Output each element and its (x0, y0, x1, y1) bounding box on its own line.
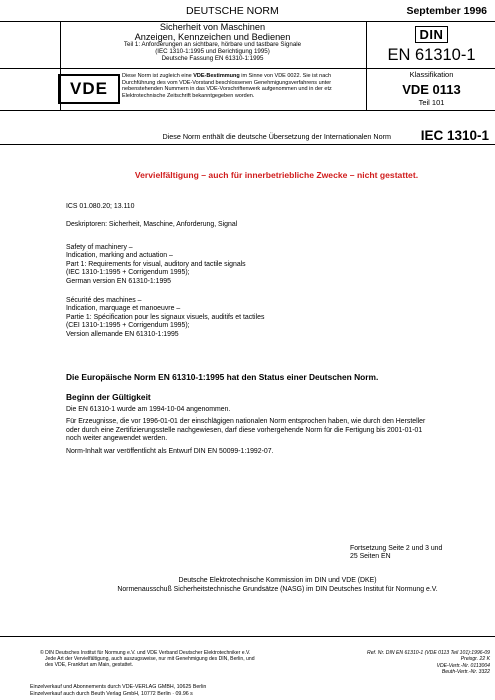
iec-number: IEC 1310-1 (420, 128, 489, 143)
vde-number: VDE 0113 (402, 82, 461, 97)
divider (0, 636, 495, 637)
ics-codes: ICS 01.080.20; 13.110 (66, 203, 135, 210)
din-logo: DIN (415, 26, 449, 43)
status-statement: Die Europäische Norm EN 61310-1:1995 hat den Status einer Deutschen Norm. (66, 372, 379, 382)
descriptors: Deskriptoren: Sicherheit, Maschine, Anforderung, Signal (66, 221, 238, 228)
divider (0, 110, 495, 111)
divider (366, 22, 367, 110)
divider (0, 68, 495, 69)
iec-reference-text: Diese Norm enthält die deutsche Übersetzung der Internationalen Norm (162, 132, 391, 141)
iec-reference (58, 128, 495, 144)
title-line: Anzeigen, Kennzeichen und Bedienen (134, 32, 291, 42)
din-number-block (368, 22, 495, 68)
doc-type-label: DEUTSCHE NORM (186, 5, 279, 17)
commission-block: Deutsche Elektrotechnische Kommission im DIN und VDE (DKE) Normenausschuß Sicherheitstechnische Grundsätze (NASG) im DIN Deutsches Institut für Normung e.V. (117, 577, 438, 593)
header-bar (0, 0, 495, 22)
vde-part: Teil 101 (418, 98, 445, 107)
en-number: EN 61310-1 (387, 46, 476, 64)
copy-warning: Vervielfältigung – auch für innerbetriebliche Zwecke – nicht gestattet. (134, 170, 419, 180)
title-line: Teil 1: Anforderungen an sichtbare, hörbare und tastbare Signale (123, 41, 302, 48)
issue-date: September 1996 (406, 5, 487, 17)
vde-statement: Diese Norm ist zugleich eine VDE-Bestimmung im Sinne von VDE 0022. Sie ist nach Durchführung des vom VDE-Vorstand beschlossenen Genehmigungsverfahrens unter nebenstehenden Nummern in das VDE-Vorschriftenwerk aufgenommen und in der etz Elektrotechnische Zeitschrift bekanntgegeben worden. (122, 73, 332, 99)
title-line: (IEC 1310-1:1995 und Berichtigung 1995) (155, 47, 270, 55)
french-title: Sécurité des machines – Indication, marquage et manoeuvre – Partie 1: Spécification pour les signaux visuels, auditifs et tactiles (CEI 1310-1:1995 + Corrigendum 1995); Version allemande EN 61310-1:1995 (66, 297, 265, 338)
continuation-note: Fortsetzung Seite 2 und 3 und 25 Seiten EN (350, 545, 443, 561)
reference-numbers: Ref. Nr. DIN EN 61310-1 (VDE 0113 Teil 101):1996-09 Preisgr. 22 K VDE-Vertr.-Nr. 0113004 Beuth-Vertr.-Nr. 3322 (367, 650, 490, 676)
divider (0, 144, 495, 145)
title-line: Deutsche Fassung EN 61310-1:1995 (161, 54, 264, 62)
classification-label: Klassifikation (409, 70, 454, 79)
copyright-notice: © DIN Deutsches Institut für Normung e.V. und VDE Verband Deutscher Elektrotechniker e.V. Jede Art der Vervielfältigung, auch auszugsweise, nur mit Genehmigung des DIN, Berlin, und des VDE, Frankfurt am Main, gestattet. (40, 650, 255, 668)
validity-heading: Beginn der Gültigkeit (66, 392, 151, 402)
vde-logo: VDE (58, 74, 120, 104)
title-line: Sicherheit von Maschinen (159, 22, 266, 32)
classification-block (368, 70, 495, 107)
validity-text: Die EN 61310-1 wurde am 1994-10-04 angenommen. Für Erzeugnisse, die vor 1996-01-01 der einschlägigen nationalen Norm entsprochen haben, wie durch den Hersteller oder durch eine Zertifizierungsstelle nachgewiesen, darf diese vorhergehende Norm für die Fertigung bis 2001-01-01 noch weiter angewendet werden. Norm-Inhalt war veröffentlicht als Entwurf DIN EN 50099-1:1992-07. (66, 406, 426, 455)
norm-title-block (60, 22, 365, 68)
sales-info: Einzelverkauf und Abonnements durch VDE-VERLAG GMBH, 10625 Berlin Einzelverkauf auch durch Beuth Verlag GmbH, 10772 Berlin · 09.96 s (30, 684, 207, 697)
english-title: Safety of machinery – Indication, marking and actuation – Part 1: Requirements for visual, auditory and tactile signals (IEC 1310-1:1995 + Corrigendum 1995); German version EN 61310-1:1995 (66, 244, 246, 285)
